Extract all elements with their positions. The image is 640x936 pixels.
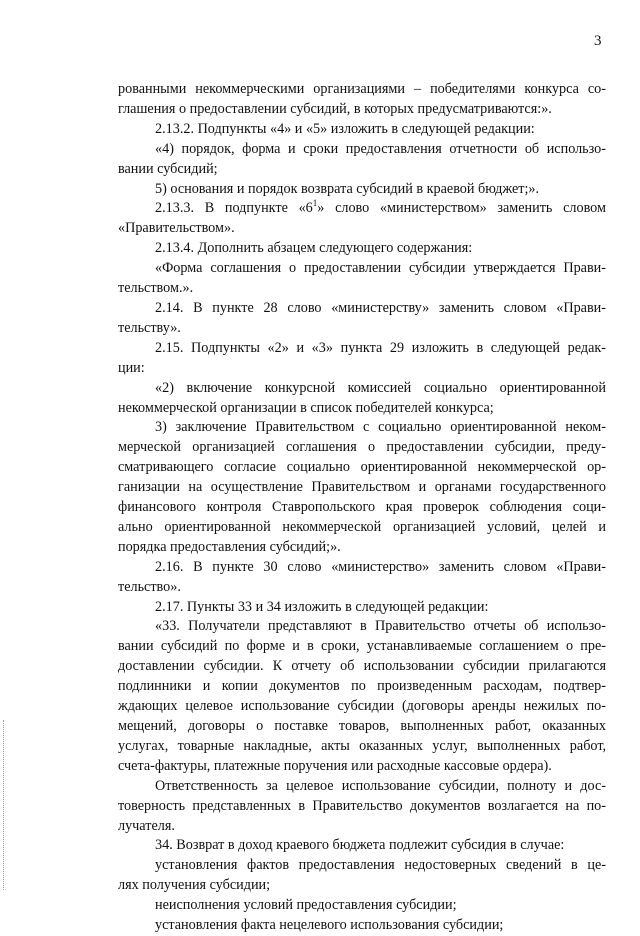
text-line: [118, 199, 606, 219]
text-line: финансового контроля Ставропольского края проверок соблюдения соци-: [118, 499, 606, 516]
text-line: тельством.».: [118, 280, 194, 297]
text-line: «4) порядок, форма и сроки предоставления отчетности об использо-: [155, 140, 606, 157]
text-line: «Правительством».: [118, 220, 235, 237]
text-line: 2.13.4. Дополнить абзацем следующего содержания:: [155, 240, 473, 257]
text-line: ганизации на осуществление Правительством и органами государственного: [118, 479, 606, 496]
text-line: вании субсидий;: [118, 160, 218, 177]
text-line: тельству».: [118, 319, 181, 336]
text-line: порядка предоставления субсидий;».: [118, 538, 341, 555]
text-line: подлинники и копии документов по произведенным расходам, подтвер-: [118, 678, 606, 695]
text-line: ально ориентированной некоммерческой организацией условий, целей и: [118, 518, 606, 535]
text-line: услугах, товарные накладные, акты оказанных услуг, выполненных работ,: [118, 737, 606, 754]
text-line: вании субсидий по форме и в сроки, устанавливаемые соглашением о пре-: [118, 638, 606, 655]
text-line: Ответственность за целевое использование субсидии, полноту и дос-: [155, 777, 606, 794]
text-line: ждающих целевое использование субсидии (договоры аренды нежилых по-: [118, 698, 606, 715]
text-line: «Форма соглашения о предоставлении субсидии утверждается Прави-: [155, 260, 606, 277]
text-line: установления фактов предоставления недостоверных сведений в це-: [155, 857, 606, 874]
text-fragment: 2.13.3. В подпункте «6: [155, 200, 313, 217]
text-line: установления факта нецелевого использования субсидии;: [155, 917, 504, 934]
text-line: 3) заключение Правительством с социально ориентированной неком-: [155, 419, 606, 436]
text-line: «2) включение конкурсной комиссией социально ориентированной: [155, 379, 606, 396]
text-line: 2.13.2. Подпункты «4» и «5» изложить в следующей редакции:: [155, 120, 535, 137]
text-line: 2.17. Пункты 33 и 34 изложить в следующей редакции:: [155, 598, 489, 615]
text-line: лучателя.: [118, 817, 175, 834]
text-line: мещений, договоры о поставке товаров, выполненных работ, оказанных: [118, 718, 606, 734]
text-line: товерность представленных в Правительство документов возлагается на по-: [118, 797, 606, 814]
text-line: 2.14. В пункте 28 слово «министерству» заменить словом «Прави-: [155, 299, 606, 316]
text-line: ции:: [118, 359, 145, 376]
text-line: счета-фактуры, платежные поручения или расходные кассовые ордера).: [118, 757, 552, 774]
page-number: 3: [594, 33, 602, 49]
text-line: тельство».: [118, 578, 181, 595]
text-line: сматривающего согласие социально ориентированной некоммерческой ор-: [118, 459, 606, 476]
text-line: 2.15. Подпункты «2» и «3» пункта 29 изложить в следующей редак-: [155, 339, 606, 356]
text-line: рованными некоммерческими организациями – победителями конкурса со-: [118, 81, 606, 97]
text-line: 34. Возврат в доход краевого бюджета подлежит субсидия в случае:: [155, 837, 565, 854]
superscript: 1: [312, 198, 318, 209]
text-line: доставлении субсидии. К отчету об использовании субсидии прилагаются: [118, 658, 606, 675]
document-body: [118, 80, 606, 936]
text-line: 2.16. В пункте 30 слово «министерство» заменить словом «Прави-: [155, 558, 606, 575]
text-line: некоммерческой организации в список победителей конкурса;: [118, 399, 494, 416]
text-line: мерческой организацией соглашения о предоставлении субсидии, преду-: [118, 439, 606, 456]
margin-scan-marks: [3, 720, 5, 890]
text-line: глашения о предоставлении субсидий, в которых предусматриваются:».: [118, 100, 552, 117]
text-line: 5) основания и порядок возврата субсидий в краевой бюджет;».: [155, 180, 540, 197]
text-line: лях получения субсидии;: [118, 877, 271, 894]
text-line: неисполнения условий предоставления субсидии;: [155, 897, 457, 914]
text-line: «33. Получатели представляют в Правительство отчеты об использо-: [155, 618, 606, 635]
text-fragment: » слово «министерством» заменить словом: [317, 200, 606, 217]
